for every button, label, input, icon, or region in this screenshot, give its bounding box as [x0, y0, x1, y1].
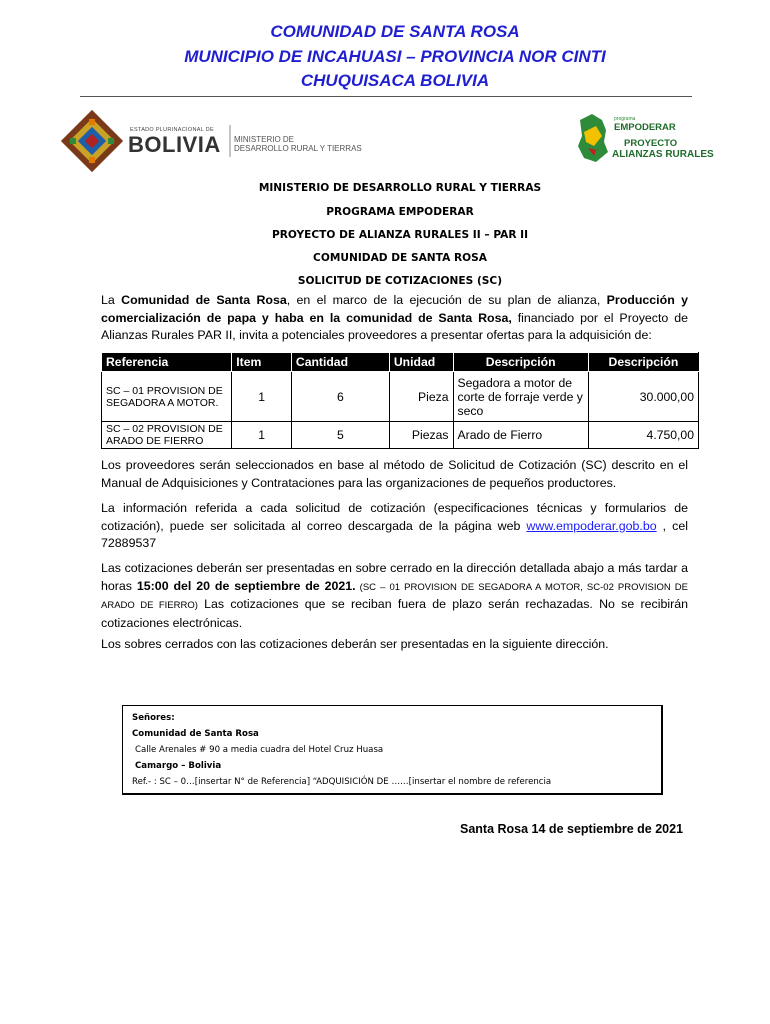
info-paragraph: [101, 500, 688, 553]
table-row: [102, 372, 699, 422]
cell-item: 1: [232, 372, 292, 422]
header-line-1: COMUNIDAD DE SANTA ROSA: [270, 22, 520, 41]
quotation-table: [101, 352, 699, 449]
bolivia-map-icon: [574, 112, 610, 164]
cell-descripcion: Arado de Fierro: [453, 422, 588, 449]
cell-cantidad: 5: [291, 422, 389, 449]
intro-text-3: financiado por el Proyecto de Alianzas Rurales PAR II, invita a potenciales proveedores a presentar ofertas para la adquisición de:: [101, 310, 689, 342]
deadline-paragraph: [101, 560, 688, 632]
col-header-descripcion-2: Descripción: [588, 353, 698, 372]
intro-bold-1: Comunidad de Santa Rosa: [121, 293, 287, 307]
col-header-item: Item: [232, 353, 292, 372]
empoderar-website-link[interactable]: www.empoderar.gob.bo: [526, 518, 657, 533]
selection-paragraph: Los proveedores serán seleccionados en base al método de Solicitud de Cotización (SC) descrito en el Manual de Adquisiciones y Contrataciones para las organizaciones de pequeños productores.: [101, 458, 688, 490]
title-project: PROYECTO DE ALIANZA RURALES II – PAR II: [271, 229, 529, 241]
intro-text-2: , en el marco de la ejecución de su plan de alianza,: [286, 293, 607, 307]
deadline-text-2: Las cotizaciones que se reciban fuera de plazo serán rechazadas. No se recibirán cotizaciones electrónicas.: [101, 597, 688, 630]
cell-precio: 30.000,00: [588, 372, 698, 422]
header-line-3: CHUQUISACA BOLIVIA: [300, 71, 490, 90]
logo-right-line-1: PROYECTO: [624, 138, 678, 149]
intro-text-1: La: [101, 293, 122, 307]
cell-descripcion: Segadora a motor de corte de forraje verde y seco: [453, 372, 588, 422]
address-intro-paragraph: Los sobres cerrados con las cotizaciones deberán ser presentadas en la siguiente dirección.: [101, 637, 609, 651]
address-line-5: Ref.- : SC – 0…[insertar N° de Referencia] “ADQUISICIÓN DE ……[insertar el nombre de referencia: [132, 777, 552, 787]
cell-unidad: Pieza: [389, 372, 453, 422]
col-header-unidad: Unidad: [389, 353, 453, 372]
logo-right-line-2: ALIANZAS RURALES: [612, 149, 714, 160]
empoderar-logo: [574, 112, 714, 164]
address-line-1: Señores:: [132, 713, 175, 723]
header-line-2: MUNICIPIO DE INCAHUASI – PROVINCIA NOR CINTI: [184, 47, 606, 66]
col-header-referencia: Referencia: [102, 353, 232, 372]
info-text-2: , cel 72889537: [101, 518, 688, 550]
table-row: [102, 422, 699, 449]
info-text-1: La información referida a cada solicitud de cotización (especificaciones técnicas y formularios de cotización), puede ser solicitada al correo descargada de la página web: [101, 501, 688, 533]
bolivia-ministry-logo: [62, 111, 362, 171]
logo-ministry-1: MINISTERIO DE: [234, 135, 295, 144]
header-divider: [80, 96, 692, 97]
cell-unidad: Piezas: [389, 422, 453, 449]
deadline-bold: 15:00 del 20 de septiembre de 2021.: [136, 578, 356, 593]
cell-cantidad: 6: [291, 372, 389, 422]
title-ministry: MINISTERIO DE DESARROLLO RURAL Y TIERRAS: [258, 182, 542, 194]
signature-date: Santa Rosa 14 de septiembre de 2021: [460, 822, 684, 836]
cell-referencia: SC – 01 PROVISION DE SEGADORA A MOTOR.: [102, 372, 232, 422]
title-request: SOLICITUD DE COTIZACIONES (SC): [297, 275, 503, 287]
intro-paragraph: [101, 292, 688, 345]
address-box: [122, 705, 663, 795]
address-line-4: Camargo – Bolivia: [135, 761, 222, 771]
logo-left-small: ESTADO PLURINACIONAL DE: [130, 127, 214, 133]
cell-item: 1: [232, 422, 292, 449]
deadline-text-1: Las cotizaciones deberán ser presentadas en sobre cerrado en la dirección detallada abajo a más tardar a horas: [101, 561, 688, 593]
table-header-row: [102, 353, 699, 372]
logo-right-small: programa: [614, 116, 636, 122]
col-header-descripcion: Descripción: [453, 353, 588, 372]
cell-referencia: SC – 02 PROVISION DE ARADO DE FIERRO: [102, 422, 232, 449]
title-community: COMUNIDAD DE SANTA ROSA: [313, 252, 487, 264]
logo-right-brand: EMPODERAR: [614, 122, 676, 133]
deadline-small: (SC – 01 PROVISION DE SEGADORA A MOTOR, SC-02 PROVISION DE ARADO DE FIERRO): [101, 581, 689, 611]
logo-ministry-2: DESARROLLO RURAL Y TIERRAS: [234, 144, 362, 153]
logo-left-big: BOLIVIA: [128, 132, 221, 157]
cell-precio: 4.750,00: [588, 422, 698, 449]
title-program: PROGRAMA EMPODERAR: [326, 206, 474, 218]
intro-bold-2: Producción y comercialización de papa y haba en la comunidad de Santa Rosa,: [101, 293, 688, 325]
col-header-cantidad: Cantidad: [291, 353, 389, 372]
address-line-2: Comunidad de Santa Rosa: [132, 729, 259, 739]
address-line-3: Calle Arenales # 90 a media cuadra del Hotel Cruz Huasa: [135, 745, 384, 755]
